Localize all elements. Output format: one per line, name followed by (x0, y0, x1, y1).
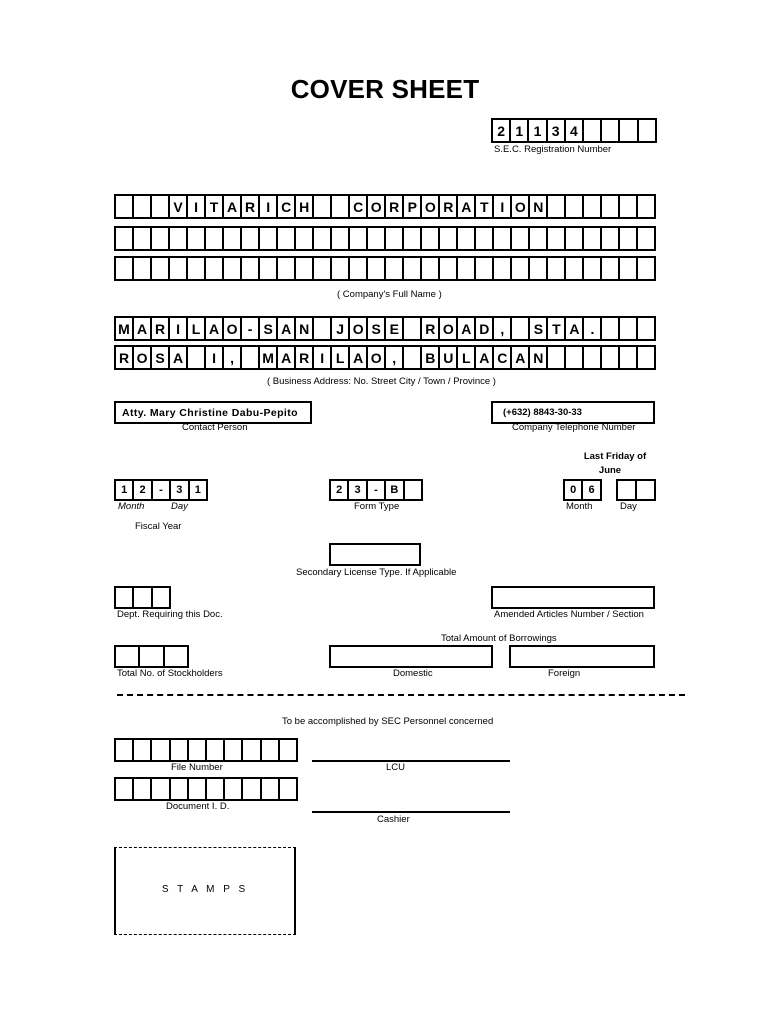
char-cell[interactable] (260, 226, 278, 251)
char-cell[interactable]: S (152, 345, 170, 370)
char-cell[interactable] (584, 345, 602, 370)
char-cell[interactable] (638, 256, 656, 281)
char-cell[interactable] (314, 316, 332, 341)
char-cell[interactable]: 1 (190, 479, 208, 501)
domestic-label: Domestic (393, 668, 433, 679)
char-cell[interactable]: N (530, 194, 548, 219)
char-cell[interactable]: A (206, 316, 224, 341)
char-cell[interactable] (207, 777, 225, 801)
char-cell[interactable] (512, 316, 530, 341)
char-cell[interactable]: A (350, 345, 368, 370)
char-cell[interactable]: , (224, 345, 242, 370)
char-cell[interactable]: A (278, 345, 296, 370)
secondary-license-box[interactable] (329, 543, 421, 566)
char-cell[interactable] (134, 194, 152, 219)
char-cell[interactable] (188, 226, 206, 251)
char-cell[interactable] (566, 194, 584, 219)
char-cell[interactable]: R (440, 194, 458, 219)
char-cell[interactable]: 0 (565, 479, 583, 501)
char-cell[interactable] (116, 777, 134, 801)
char-cell[interactable]: P (404, 194, 422, 219)
char-cell[interactable]: L (188, 316, 206, 341)
stamps-label: S T A M P S (161, 884, 249, 895)
char-cell[interactable]: L (332, 345, 350, 370)
char-cell[interactable]: I (188, 194, 206, 219)
char-cell[interactable] (260, 256, 278, 281)
char-cell[interactable] (171, 777, 189, 801)
char-cell[interactable] (188, 345, 206, 370)
char-cell[interactable] (566, 226, 584, 251)
char-cell[interactable] (225, 777, 243, 801)
char-cell[interactable]: R (242, 194, 260, 219)
annual-meeting-note-line-1: Last Friday of (583, 451, 647, 462)
char-cell[interactable]: C (350, 194, 368, 219)
amended-articles-label: Amended Articles Number / Section (494, 609, 644, 620)
char-cell[interactable]: J (332, 316, 350, 341)
business-address-row-2[interactable] (114, 345, 656, 370)
char-cell[interactable]: 2 (331, 479, 349, 501)
char-cell[interactable]: U (440, 345, 458, 370)
char-cell[interactable] (280, 777, 298, 801)
char-cell[interactable]: I (206, 345, 224, 370)
char-cell[interactable] (404, 316, 422, 341)
fiscal-year-cells[interactable] (114, 479, 208, 501)
char-cell[interactable]: 1 (511, 118, 529, 143)
section-separator (117, 694, 685, 696)
char-cell[interactable] (620, 345, 638, 370)
char-cell[interactable] (280, 738, 298, 762)
cashier-line[interactable] (312, 811, 510, 813)
char-cell[interactable] (153, 586, 171, 609)
char-cell[interactable] (618, 479, 637, 501)
char-cell[interactable]: E (386, 316, 404, 341)
char-cell[interactable]: T (206, 194, 224, 219)
char-cell[interactable] (262, 777, 280, 801)
char-cell[interactable] (134, 777, 152, 801)
char-cell[interactable]: 1 (116, 479, 134, 501)
char-cell[interactable] (440, 256, 458, 281)
char-cell[interactable] (116, 194, 134, 219)
contact-person-value: Atty. Mary Christine Dabu-Pepito (122, 407, 298, 419)
char-cell[interactable]: R (422, 316, 440, 341)
form-type-label: Form Type (354, 501, 400, 512)
char-cell[interactable] (602, 345, 620, 370)
char-cell[interactable] (314, 256, 332, 281)
stamps-box (114, 847, 296, 935)
char-cell[interactable] (620, 226, 638, 251)
lcu-line[interactable] (312, 760, 510, 762)
char-cell[interactable] (134, 738, 152, 762)
char-cell[interactable] (386, 226, 404, 251)
char-cell[interactable] (404, 256, 422, 281)
char-cell[interactable]: . (584, 316, 602, 341)
char-cell[interactable]: O (134, 345, 152, 370)
annual-meeting-note-line-2: June (598, 465, 622, 476)
char-cell[interactable] (171, 738, 189, 762)
form-type-cells[interactable] (329, 479, 423, 501)
char-cell[interactable] (566, 345, 584, 370)
dept-requiring-label: Dept. Requiring this Doc. (117, 609, 223, 620)
char-cell[interactable]: B (386, 479, 404, 501)
char-cell[interactable] (188, 256, 206, 281)
char-cell[interactable]: I (260, 194, 278, 219)
char-cell[interactable]: 3 (349, 479, 367, 501)
document-id-label: Document I. D. (166, 801, 230, 812)
char-cell[interactable] (225, 738, 243, 762)
domestic-box[interactable] (329, 645, 493, 668)
char-cell[interactable]: O (512, 194, 530, 219)
char-cell[interactable] (638, 226, 656, 251)
char-cell[interactable] (620, 118, 638, 143)
foreign-box[interactable] (509, 645, 655, 668)
char-cell[interactable] (512, 256, 530, 281)
char-cell[interactable] (278, 256, 296, 281)
char-cell[interactable] (134, 226, 152, 251)
char-cell[interactable] (620, 316, 638, 341)
char-cell[interactable] (602, 194, 620, 219)
char-cell[interactable]: O (350, 316, 368, 341)
char-cell[interactable]: C (278, 194, 296, 219)
char-cell[interactable] (278, 226, 296, 251)
company-name-label: ( Company's Full Name ) (337, 289, 442, 300)
char-cell[interactable] (602, 256, 620, 281)
char-cell[interactable]: A (458, 194, 476, 219)
char-cell[interactable]: A (566, 316, 584, 341)
char-cell[interactable] (602, 316, 620, 341)
document-id-cells[interactable] (114, 777, 298, 801)
stockholders-cells[interactable] (114, 645, 189, 668)
char-cell[interactable] (368, 226, 386, 251)
char-cell[interactable]: R (152, 316, 170, 341)
char-cell[interactable] (189, 777, 207, 801)
contact-person-label: Contact Person (182, 422, 248, 433)
char-cell[interactable]: A (224, 194, 242, 219)
char-cell[interactable] (639, 118, 657, 143)
char-cell[interactable] (116, 738, 134, 762)
char-cell[interactable] (458, 256, 476, 281)
char-cell[interactable] (350, 226, 368, 251)
char-cell[interactable] (548, 226, 566, 251)
char-cell[interactable] (350, 256, 368, 281)
business-address-label: ( Business Address: No. Street City / Town / Province ) (267, 376, 496, 387)
char-cell[interactable] (494, 226, 512, 251)
char-cell[interactable] (224, 226, 242, 251)
char-cell[interactable] (638, 345, 656, 370)
char-cell[interactable]: V (170, 194, 188, 219)
char-cell[interactable] (224, 256, 242, 281)
char-cell[interactable]: O (422, 194, 440, 219)
char-cell[interactable]: I (314, 345, 332, 370)
char-cell[interactable] (242, 226, 260, 251)
char-cell[interactable] (368, 256, 386, 281)
char-cell[interactable] (494, 256, 512, 281)
business-address-row-1[interactable] (114, 316, 656, 341)
annual-meeting-month-label: Month (566, 501, 593, 512)
char-cell[interactable] (637, 479, 656, 501)
char-cell[interactable]: A (458, 316, 476, 341)
char-cell[interactable]: A (476, 345, 494, 370)
char-cell[interactable] (116, 586, 134, 609)
char-cell[interactable] (602, 118, 620, 143)
char-cell[interactable] (584, 194, 602, 219)
char-cell[interactable] (332, 194, 350, 219)
char-cell[interactable]: 1 (529, 118, 547, 143)
char-cell[interactable] (530, 256, 548, 281)
char-cell[interactable] (458, 226, 476, 251)
char-cell[interactable] (584, 256, 602, 281)
char-cell[interactable] (243, 777, 261, 801)
char-cell[interactable]: A (134, 316, 152, 341)
char-cell[interactable] (386, 256, 404, 281)
char-cell[interactable]: N (530, 345, 548, 370)
char-cell[interactable]: B (422, 345, 440, 370)
char-cell[interactable]: H (296, 194, 314, 219)
char-cell[interactable] (332, 226, 350, 251)
annual-meeting-day-label: Day (620, 501, 637, 512)
char-cell[interactable] (242, 256, 260, 281)
char-cell[interactable] (332, 256, 350, 281)
char-cell[interactable]: R (296, 345, 314, 370)
char-cell[interactable] (476, 256, 494, 281)
fiscal-day-label: Day (171, 501, 188, 512)
char-cell[interactable] (134, 586, 152, 609)
sec-registration-label: S.E.C. Registration Number (494, 144, 612, 155)
secondary-license-label: Secondary License Type. If Applicable (296, 567, 457, 578)
char-cell[interactable] (314, 226, 332, 251)
company-name-row-1[interactable] (114, 194, 656, 219)
char-cell[interactable] (530, 226, 548, 251)
char-cell[interactable]: I (494, 194, 512, 219)
char-cell[interactable]: - (242, 316, 260, 341)
char-cell[interactable]: 6 (583, 479, 601, 501)
char-cell[interactable] (422, 256, 440, 281)
char-cell[interactable]: S (260, 316, 278, 341)
char-cell[interactable] (314, 194, 332, 219)
char-cell[interactable] (243, 738, 261, 762)
char-cell[interactable] (152, 777, 170, 801)
char-cell[interactable] (638, 316, 656, 341)
char-cell[interactable] (602, 226, 620, 251)
char-cell[interactable] (242, 345, 260, 370)
char-cell[interactable]: T (476, 194, 494, 219)
char-cell[interactable] (152, 256, 170, 281)
char-cell[interactable] (620, 256, 638, 281)
annual-meeting-day-cells[interactable] (616, 479, 656, 501)
char-cell[interactable]: S (530, 316, 548, 341)
char-cell[interactable] (116, 256, 134, 281)
char-cell[interactable]: L (458, 345, 476, 370)
char-cell[interactable] (512, 226, 530, 251)
char-cell[interactable] (152, 226, 170, 251)
char-cell[interactable]: A (512, 345, 530, 370)
char-cell[interactable]: - (368, 479, 386, 501)
char-cell[interactable]: R (386, 194, 404, 219)
char-cell[interactable] (566, 256, 584, 281)
char-cell[interactable] (170, 256, 188, 281)
annual-meeting-month-cells[interactable] (563, 479, 602, 501)
cashier-label: Cashier (377, 814, 410, 825)
char-cell[interactable] (206, 256, 224, 281)
char-cell[interactable] (140, 645, 164, 668)
char-cell[interactable]: R (116, 345, 134, 370)
char-cell[interactable] (296, 256, 314, 281)
amended-articles-box[interactable] (491, 586, 655, 609)
char-cell[interactable] (296, 226, 314, 251)
char-cell[interactable] (134, 256, 152, 281)
page-title: COVER SHEET (290, 74, 480, 104)
char-cell[interactable]: - (153, 479, 171, 501)
company-phone-value: (+632) 8843-30-33 (503, 407, 582, 418)
company-phone-label: Company Telephone Number (512, 422, 636, 433)
total-borrowings-label: Total Amount of Borrowings (441, 633, 557, 644)
char-cell[interactable] (404, 226, 422, 251)
dept-requiring-cells[interactable] (114, 586, 171, 609)
char-cell[interactable] (189, 738, 207, 762)
char-cell[interactable] (476, 226, 494, 251)
char-cell[interactable]: O (368, 345, 386, 370)
char-cell[interactable] (152, 194, 170, 219)
char-cell[interactable]: N (296, 316, 314, 341)
lcu-label: LCU (386, 762, 406, 773)
file-number-cells[interactable] (114, 738, 298, 762)
char-cell[interactable]: M (260, 345, 278, 370)
char-cell[interactable] (404, 345, 422, 370)
char-cell[interactable] (116, 226, 134, 251)
char-cell[interactable]: C (494, 345, 512, 370)
char-cell[interactable] (422, 226, 440, 251)
char-cell[interactable] (262, 738, 280, 762)
char-cell[interactable] (638, 194, 656, 219)
char-cell[interactable]: 2 (134, 479, 152, 501)
char-cell[interactable]: A (170, 345, 188, 370)
file-number-label: File Number (171, 762, 223, 773)
sec-personnel-heading: To be accomplished by SEC Personnel concerned (282, 716, 494, 727)
stockholders-label: Total No. of Stockholders (117, 668, 223, 679)
char-cell[interactable] (207, 738, 225, 762)
char-cell[interactable]: 2 (493, 118, 511, 143)
char-cell[interactable] (152, 738, 170, 762)
sec-registration-cells[interactable] (491, 118, 657, 143)
char-cell[interactable]: M (116, 316, 134, 341)
char-cell[interactable] (165, 645, 189, 668)
char-cell[interactable] (584, 226, 602, 251)
char-cell[interactable]: , (386, 345, 404, 370)
char-cell[interactable]: 3 (548, 118, 566, 143)
foreign-label: Foreign (548, 668, 581, 679)
char-cell[interactable] (405, 479, 423, 501)
char-cell[interactable]: A (278, 316, 296, 341)
fiscal-year-label: Fiscal Year (135, 521, 182, 532)
char-cell[interactable]: O (440, 316, 458, 341)
char-cell[interactable]: S (368, 316, 386, 341)
char-cell[interactable] (548, 256, 566, 281)
fiscal-month-label: Month (118, 501, 145, 512)
char-cell[interactable] (440, 226, 458, 251)
company-name-row-2[interactable] (114, 226, 656, 251)
char-cell[interactable]: D (476, 316, 494, 341)
char-cell[interactable] (170, 226, 188, 251)
char-cell[interactable]: O (224, 316, 242, 341)
char-cell[interactable]: I (170, 316, 188, 341)
char-cell[interactable] (206, 226, 224, 251)
char-cell[interactable] (620, 194, 638, 219)
char-cell[interactable]: , (494, 316, 512, 341)
company-name-row-3[interactable] (114, 256, 656, 281)
char-cell[interactable]: O (368, 194, 386, 219)
char-cell[interactable] (584, 118, 602, 143)
char-cell[interactable]: 3 (171, 479, 189, 501)
char-cell[interactable]: 4 (566, 118, 584, 143)
char-cell[interactable] (116, 645, 140, 668)
char-cell[interactable] (548, 345, 566, 370)
char-cell[interactable] (548, 194, 566, 219)
char-cell[interactable]: T (548, 316, 566, 341)
